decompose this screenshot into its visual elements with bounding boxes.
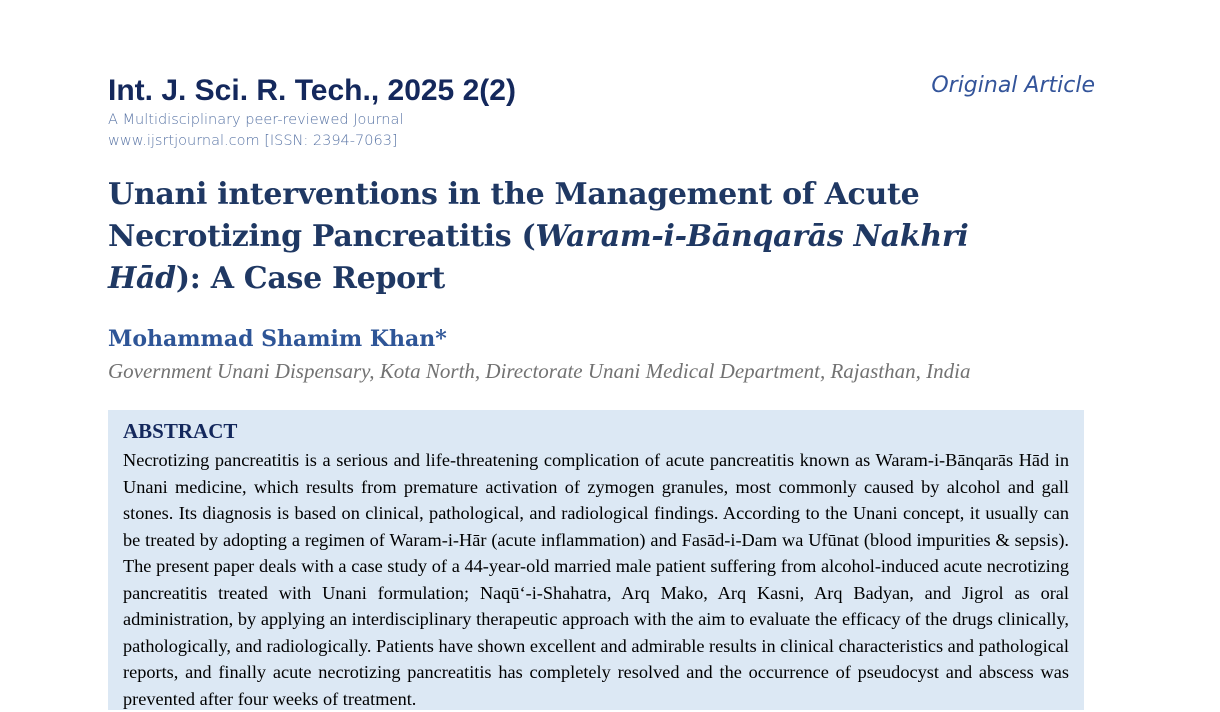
journal-header xyxy=(108,72,808,152)
journal-subtitle: A Multidisciplinary peer-reviewed Journal xyxy=(108,112,404,128)
abstract-section xyxy=(108,410,1084,710)
author-name: Mohammad Shamim Khan* xyxy=(108,326,447,352)
journal-title: Int. J. Sci. R. Tech., 2025 2(2) xyxy=(108,74,516,107)
author-affiliation: Government Unani Dispensary, Kota North, Directorate Unani Medical Department, Rajasthan, India xyxy=(108,359,971,383)
paper-title-part1: Unani interventions in the Management of Acute Necrotizing Pancreatitis ( xyxy=(108,177,920,254)
paper-title-italic: Waram-i-Bānqarās Nakhri Hād xyxy=(108,219,969,296)
abstract-heading: ABSTRACT xyxy=(123,419,238,443)
abstract-body: Necrotizing pancreatitis is a serious and life-threatening complication of acute pancreatitis known as Waram-i-Bānqarās Hād in Unani medicine, which results from premature activation of zymogen granules, most commonly caused by alcohol and gall stones. Its diagnosis is based on clinical, pathological, and radiological findings. According to the Unani concept, it usually can be treated by adopting a regimen of Waram-i-Hār (acute inflammation) and Fasād-i-Dam wa Ufūnat (blood impurities & sepsis). The present paper deals with a case study of a 44-year-old married male patient suffering from alcohol-induced acute necrotizing pancreatitis treated with Unani formulation; Naqū‘-i-Shahatra, Arq Mako, Arq Kasni, Arq Badyan, and Jigrol as oral administration, by applying an interdisciplinary therapeutic approach with the aim to evaluate the efficacy of the drugs clinically, pathologically, and radiologically. Patients have shown excellent and admirable results in clinical characteristics and pathological reports, and finally acute necrotizing pancreatitis has completely resolved and the occurrence of pseudocyst and abscess was prevented after four weeks of treatment. xyxy=(123,450,1069,709)
journal-website-issn: www.ijsrtjournal.com [ISSN: 2394-7063] xyxy=(108,133,398,149)
paper-title xyxy=(108,174,1028,300)
paper-title-part2: ): A Case Report xyxy=(175,261,445,296)
article-type-label: Original Article xyxy=(931,73,1095,98)
